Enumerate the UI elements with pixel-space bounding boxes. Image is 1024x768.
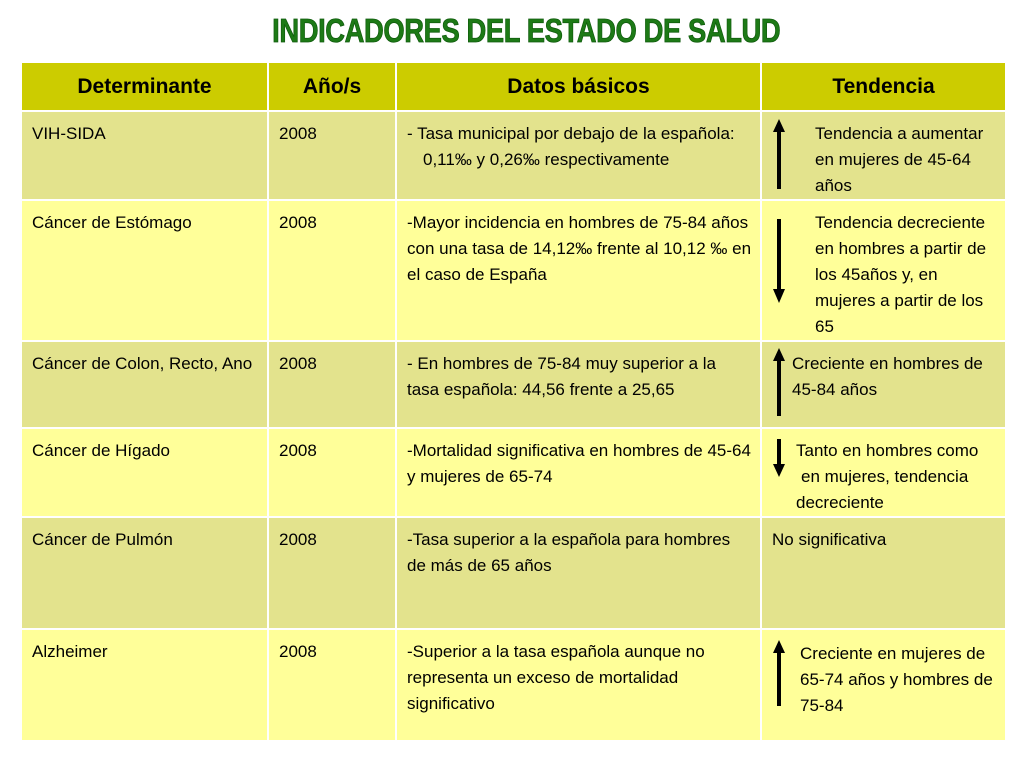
cell-anos: 2008 (268, 200, 396, 341)
cell-datos: - En hombres de 75-84 muy superior a la tasa española: 44,56 frente a 25,65 (396, 341, 761, 428)
cell-determinante: VIH-SIDA (21, 111, 268, 200)
cell-anos: 2008 (268, 517, 396, 629)
cell-tendencia (761, 341, 1006, 428)
datos-line: - Tasa municipal por debajo de la española: (407, 124, 735, 143)
table-row (21, 200, 1006, 341)
cell-anos: 2008 (268, 629, 396, 741)
tendencia-text: Creciente en hombres de 45-84 años (792, 354, 983, 399)
cell-anos: 2008 (268, 428, 396, 517)
table-row (21, 629, 1006, 741)
cell-tendencia (761, 200, 1006, 341)
cell-determinante: Cáncer de Pulmón (21, 517, 268, 629)
up-arrow-icon (772, 348, 786, 416)
cell-determinante: Cáncer de Colon, Recto, Ano (21, 341, 268, 428)
table-row (21, 341, 1006, 428)
tendencia-text: Tendencia decreciente en hombres a partir de los 45años y, en mujeres a partir de los 65 (815, 213, 987, 336)
header-tendencia: Tendencia (761, 62, 1006, 111)
header-anos: Año/s (268, 62, 396, 111)
cell-datos: -Mayor incidencia en hombres de 75-84 años con una tasa de 14,12‰ frente al 10,12 ‰ en el caso de España (396, 200, 761, 341)
header-datos-basicos: Datos básicos (396, 62, 761, 111)
down-arrow-icon (772, 219, 786, 303)
page-title: INDICADORES DEL ESTADO DE SALUD (272, 12, 781, 49)
health-indicators-table (20, 61, 1007, 742)
up-arrow-icon (772, 640, 786, 706)
table-header-row (21, 62, 1006, 111)
table-row (21, 428, 1006, 517)
table-row (21, 111, 1006, 200)
tendencia-line: decreciente (796, 493, 884, 512)
cell-tendencia (761, 111, 1006, 200)
cell-determinante: Cáncer de Estómago (21, 200, 268, 341)
tendencia-text: Tendencia a aumentar en mujeres de 45-64 años (815, 124, 984, 195)
table-row (21, 517, 1006, 629)
datos-line: 0,11‰ y 0,26‰ respectivamente (423, 150, 670, 169)
up-arrow-icon (772, 119, 786, 189)
tendencia-text: Creciente en mujeres de 65-74 años y hombres de 75-84 (800, 644, 993, 715)
cell-tendencia (761, 629, 1006, 741)
down-arrow-icon (772, 439, 786, 477)
tendencia-line: en mujeres, tendencia (801, 467, 969, 486)
cell-determinante: Cáncer de Hígado (21, 428, 268, 517)
cell-datos (396, 111, 761, 200)
tendencia-text-block (772, 438, 997, 516)
cell-determinante: Alzheimer (21, 629, 268, 741)
cell-tendencia (761, 428, 1006, 517)
cell-datos: -Superior a la tasa española aunque no representa un exceso de mortalidad significativo (396, 629, 761, 741)
cell-anos: 2008 (268, 111, 396, 200)
header-determinante: Determinante (21, 62, 268, 111)
cell-anos: 2008 (268, 341, 396, 428)
tendencia-line: Tanto en hombres como (796, 441, 979, 460)
cell-datos: -Tasa superior a la española para hombres de más de 65 años (396, 517, 761, 629)
cell-tendencia: No significativa (761, 517, 1006, 629)
cell-datos: -Mortalidad significativa en hombres de 45-64 y mujeres de 65-74 (396, 428, 761, 517)
